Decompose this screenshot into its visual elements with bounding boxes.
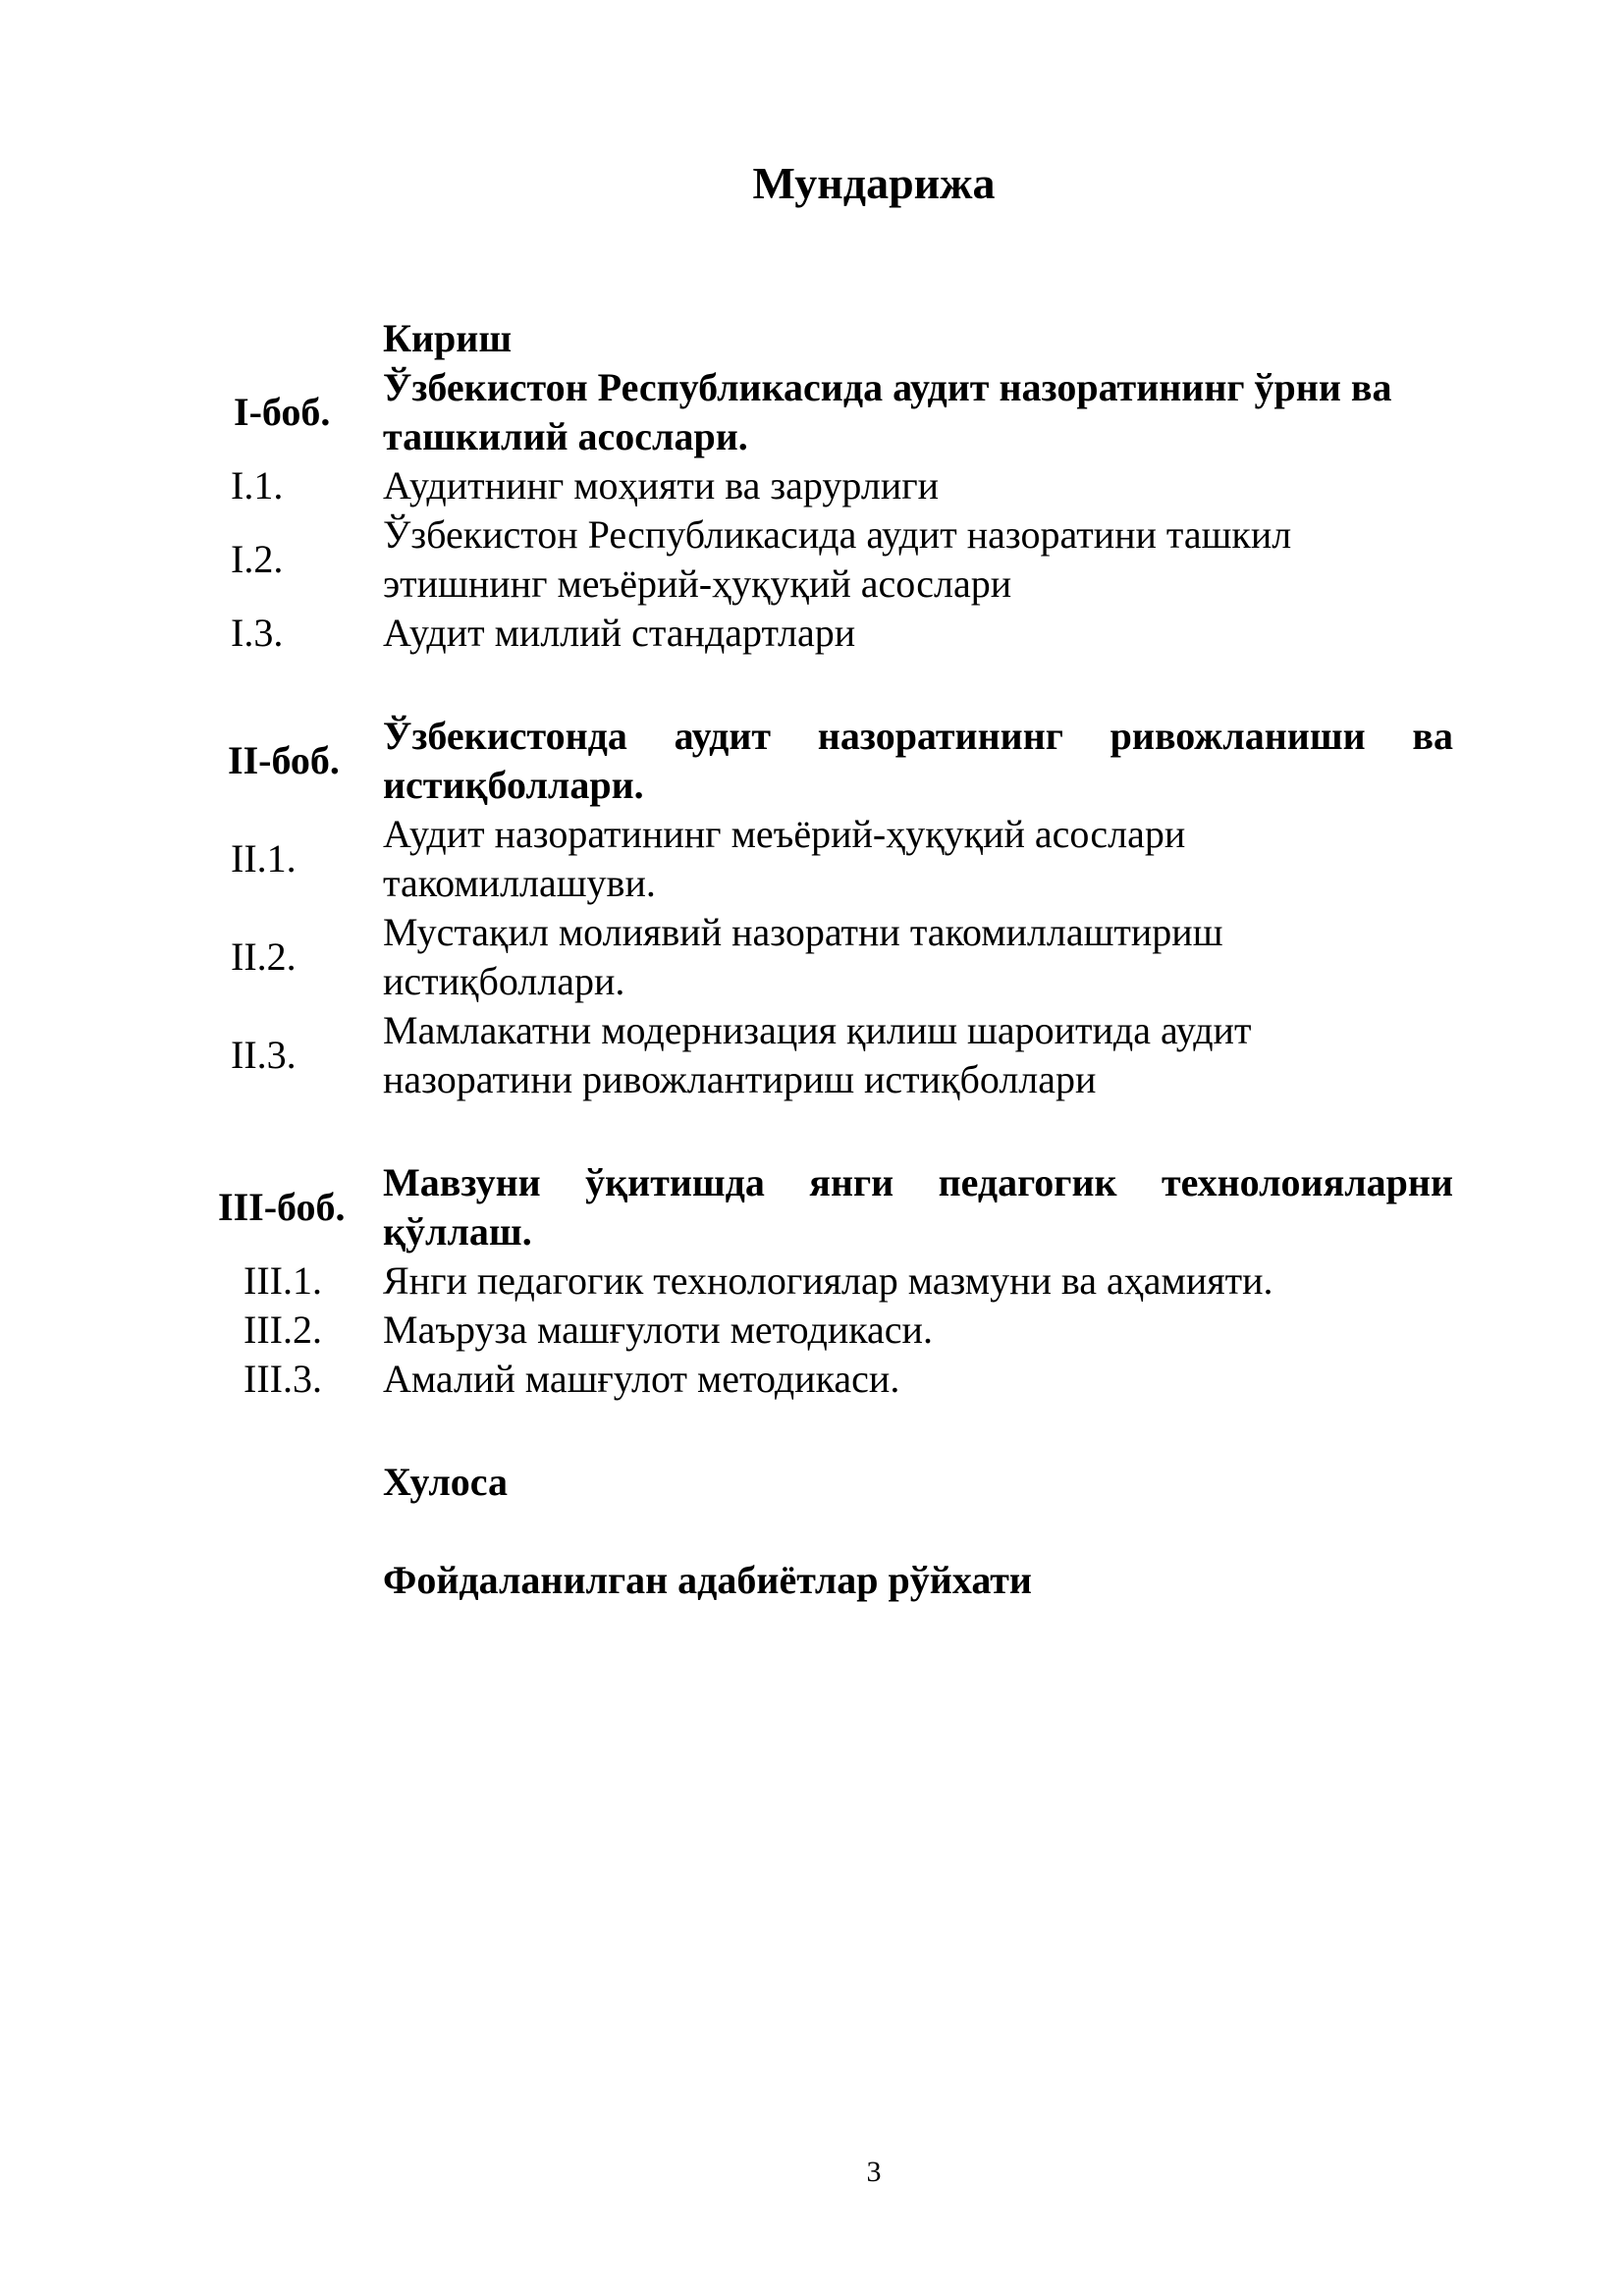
toc-entry-label: II.1. [231,836,297,881]
toc-entry-label: I.2. [231,537,284,581]
toc-entry-text: Мамлакатни модернизация қилиш шароитида аудит назоратини ривожлантириш истиқболлари [383,1008,1252,1101]
toc-entry-label: II.2. [231,934,297,979]
toc-entry-label: III.3. [244,1357,322,1401]
toc-entry-label: III.1. [244,1258,322,1303]
toc-entry-text: Мустақил молиявий назоратни такомиллаштириш истиқболлари. [383,910,1223,1003]
toc-entry-label: II.3. [231,1033,297,1077]
toc-entry-text: Аудит миллий стандартлари [383,611,856,655]
page-number: 3 [866,2156,882,2188]
toc-entry-label: II-боб. [228,738,340,782]
toc-entry-text: Ўзбекистон Республикасида аудит назоратини ташкил этишнинг меъёрий-ҳуқуқий асослари [383,512,1292,606]
toc-entry-text: Янги педагогик технологиялар мазмуни ва аҳамияти. [383,1258,1273,1303]
toc-entry-label: III.2. [244,1308,322,1352]
toc-entry-text: Амалий машғулот методикаси. [383,1357,900,1401]
toc-entry-text: Маъруза машғулоти методикаси. [383,1308,933,1352]
toc-entry-text: Аудит назоратининг меъёрий-ҳуқуқий асослари такомиллашуви. [383,812,1186,905]
toc-entry-text: Аудитнинг моҳияти ва зарурлиги [383,463,940,507]
toc-entry-text: Хулоса [383,1460,509,1504]
toc-entry-text: Фойдаланилган адабиётлар рўйхати [383,1558,1032,1602]
toc-entry-label: I.3. [231,611,284,655]
toc-entry-text: Ўзбекистонда аудит назоратининг ривожланиши ва истиқболлари. [383,714,1453,807]
toc-entry-text: Мавзуни ўқитишда янги педагогик технолоияларни қўллаш. [383,1160,1453,1254]
toc-entry-label: I.1. [231,463,284,507]
toc-entry-label: III-боб. [218,1185,346,1229]
toc-entry-text: Кириш [383,316,513,360]
page-title: Мундарижа [752,158,996,208]
toc-entry-text: Ўзбекистон Республикасида аудит назоратининг ўрни ва ташкилий асослари. [383,365,1392,458]
toc-entry-label: I-боб. [234,390,331,434]
